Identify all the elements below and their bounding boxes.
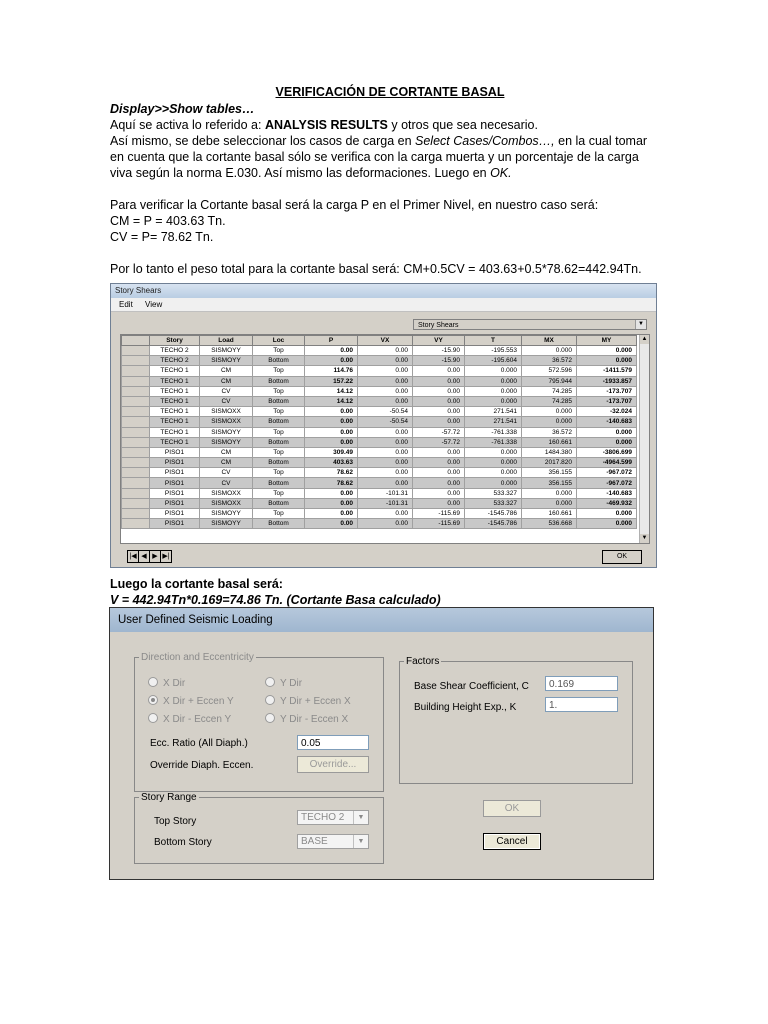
row-selector[interactable] <box>122 376 150 386</box>
radio-icon <box>265 677 275 687</box>
document-text <box>110 84 670 277</box>
column-header[interactable]: MY <box>577 336 637 346</box>
table-cell: 0.000 <box>522 498 577 508</box>
table-cell: -195.553 <box>465 346 522 356</box>
table-cell: Bottom <box>253 519 305 529</box>
row-selector[interactable] <box>122 407 150 417</box>
radio-y-dir[interactable] <box>265 677 302 689</box>
row-selector[interactable] <box>122 498 150 508</box>
table-cell: Bottom <box>253 356 305 366</box>
table-cell: -967.072 <box>577 468 637 478</box>
table-row[interactable] <box>122 458 637 468</box>
table-cell: TECHO 1 <box>150 386 200 396</box>
table-row[interactable] <box>122 437 637 447</box>
doc-text-italic: Select Cases/Combos…, <box>415 134 555 148</box>
table-cell: -1933.857 <box>577 376 637 386</box>
bottom-story-label: Bottom Story <box>154 837 212 848</box>
table-cell: -50.54 <box>358 417 413 427</box>
doc-line: Display>>Show tables… <box>110 102 255 116</box>
table-cell: CV <box>200 478 253 488</box>
radio-icon <box>265 695 275 705</box>
table-row[interactable] <box>122 447 637 457</box>
radio-x-dir-minus-eccen[interactable] <box>148 713 231 725</box>
ecc-ratio-input[interactable]: 0.05 <box>297 735 369 750</box>
table-cell: 0.00 <box>413 366 465 376</box>
doc-text: y otros que sea necesario. <box>387 118 538 132</box>
chevron-down-icon: ▼ <box>635 320 646 329</box>
table-cell: TECHO 1 <box>150 366 200 376</box>
table-cell: 0.00 <box>358 376 413 386</box>
table-cell: 0.00 <box>305 519 358 529</box>
table-cell: 114.76 <box>305 366 358 376</box>
table-cell: 0.00 <box>358 346 413 356</box>
table-cell: 0.000 <box>577 519 637 529</box>
row-selector[interactable] <box>122 478 150 488</box>
table-cell: 0.00 <box>358 468 413 478</box>
table-cell: 0.000 <box>577 346 637 356</box>
table-cell: -15.90 <box>413 356 465 366</box>
doc-line: CM = P = 403.63 Tn. <box>110 214 226 228</box>
dialog-cancel-button[interactable]: Cancel <box>483 833 541 850</box>
table-cell: Top <box>253 386 305 396</box>
scroll-up-icon[interactable]: ▲ <box>641 336 648 342</box>
table-cell: 160.661 <box>522 509 577 519</box>
row-selector[interactable] <box>122 519 150 529</box>
table-cell: TECHO 1 <box>150 427 200 437</box>
table-cell: TECHO 1 <box>150 396 200 406</box>
table-cell: 0.00 <box>358 356 413 366</box>
page-title: VERIFICACIÓN DE CORTANTE BASAL <box>275 85 505 99</box>
table-cell: SISMOYY <box>200 356 253 366</box>
table-cell: -15.90 <box>413 346 465 356</box>
table-cell: 74.285 <box>522 396 577 406</box>
table-cell: -57.72 <box>413 427 465 437</box>
story-shears-table <box>121 335 637 529</box>
table-cell: SISMOXX <box>200 488 253 498</box>
prev-record-icon[interactable]: ◀ <box>139 551 150 562</box>
table-cell: 0.00 <box>413 498 465 508</box>
row-selector[interactable] <box>122 447 150 457</box>
doc-line: Por lo tanto el peso total para la cortante basal será: CM+0.5CV = 403.63+0.5*78.62=442.94Tn. <box>110 262 642 276</box>
select-value: BASE <box>301 836 328 847</box>
table-cell: 795.944 <box>522 376 577 386</box>
base-shear-input[interactable]: 0.169 <box>545 676 618 691</box>
row-selector[interactable] <box>122 366 150 376</box>
table-cell: 0.00 <box>413 488 465 498</box>
scroll-down-icon[interactable]: ▼ <box>641 535 648 541</box>
table-cell: 36.572 <box>522 356 577 366</box>
column-header[interactable]: VY <box>413 336 465 346</box>
table-cell: SISMOYY <box>200 427 253 437</box>
table-cell: 0.00 <box>413 407 465 417</box>
table-cell: Bottom <box>253 498 305 508</box>
column-header[interactable]: Load <box>200 336 253 346</box>
table-cell: -140.683 <box>577 488 637 498</box>
doc-line <box>110 133 670 149</box>
table-row[interactable] <box>122 478 637 488</box>
radio-label: X Dir + Eccen Y <box>163 696 234 707</box>
table-cell: -4964.599 <box>577 458 637 468</box>
radio-label: Y Dir - Eccen X <box>280 714 349 725</box>
doc-line: Para verificar la Cortante basal será la carga P en el Primer Nivel, en nuestro caso será: <box>110 198 599 212</box>
results-table <box>120 334 650 544</box>
table-row[interactable] <box>122 386 637 396</box>
table-cell: PISO1 <box>150 458 200 468</box>
table-cell: -115.69 <box>413 509 465 519</box>
row-selector[interactable] <box>122 417 150 427</box>
table-cell: 0.000 <box>465 447 522 457</box>
table-cell: CM <box>200 458 253 468</box>
height-exp-label: Building Height Exp., K <box>414 702 517 713</box>
table-cell: 0.00 <box>358 386 413 396</box>
base-shear-label: Base Shear Coefficient, C <box>414 681 529 692</box>
table-cell: -967.072 <box>577 478 637 488</box>
doc-line: en cuenta que la cortante basal sólo se verifica con la carga muerta y un porcentaje de la carga <box>110 150 639 164</box>
record-navigator <box>127 550 172 563</box>
table-cell: CV <box>200 468 253 478</box>
table-cell: 0.00 <box>305 488 358 498</box>
table-cell: Top <box>253 427 305 437</box>
table-cell: Bottom <box>253 437 305 447</box>
story-shears-window <box>110 283 657 568</box>
table-cell: Top <box>253 366 305 376</box>
table-cell: SISMOXX <box>200 417 253 427</box>
table-cell: -140.683 <box>577 417 637 427</box>
radio-icon <box>148 677 158 687</box>
table-cell: SISMOYY <box>200 437 253 447</box>
table-cell: SISMOXX <box>200 407 253 417</box>
table-cell: CM <box>200 447 253 457</box>
table-cell: 356.155 <box>522 468 577 478</box>
dialog-title: User Defined Seismic Loading <box>110 608 653 632</box>
table-cell: 0.00 <box>305 427 358 437</box>
table-cell: 0.000 <box>577 427 637 437</box>
table-row[interactable] <box>122 356 637 366</box>
table-cell: 36.572 <box>522 427 577 437</box>
table-cell: 0.00 <box>413 376 465 386</box>
table-cell: SISMOXX <box>200 498 253 508</box>
table-cell: Bottom <box>253 417 305 427</box>
doc-text-italic: OK. <box>490 166 512 180</box>
table-cell: Top <box>253 488 305 498</box>
table-cell: PISO1 <box>150 478 200 488</box>
table-row[interactable] <box>122 346 637 356</box>
story-range-group <box>134 792 384 864</box>
row-selector-header <box>122 336 150 346</box>
table-cell: 0.00 <box>358 427 413 437</box>
table-cell: -173.707 <box>577 396 637 406</box>
table-row[interactable] <box>122 427 637 437</box>
doc-text: Aquí se activa lo referido a: <box>110 118 265 132</box>
row-selector[interactable] <box>122 488 150 498</box>
doc-text: en la cual tomar <box>554 134 648 148</box>
table-cell: TECHO 1 <box>150 417 200 427</box>
table-row[interactable] <box>122 498 637 508</box>
table-cell: 309.49 <box>305 447 358 457</box>
window-title: Story Shears <box>111 284 656 298</box>
table-cell: 0.00 <box>305 407 358 417</box>
table-cell: 533.327 <box>465 488 522 498</box>
table-row[interactable] <box>122 509 637 519</box>
table-cell: CM <box>200 366 253 376</box>
radio-icon <box>148 713 158 723</box>
table-cell: Bottom <box>253 458 305 468</box>
table-cell: SISMOYY <box>200 509 253 519</box>
table-cell: 0.00 <box>358 519 413 529</box>
doc-line <box>110 117 670 133</box>
table-cell: 536.668 <box>522 519 577 529</box>
table-cell: 0.00 <box>413 478 465 488</box>
doc-line: Luego la cortante basal será: <box>110 577 283 591</box>
table-cell: Bottom <box>253 478 305 488</box>
table-cell: 1484.380 <box>522 447 577 457</box>
dialog-body <box>110 632 653 879</box>
table-cell: 0.000 <box>465 396 522 406</box>
column-header[interactable]: Loc <box>253 336 305 346</box>
table-cell: 2017.820 <box>522 458 577 468</box>
table-cell: 0.00 <box>413 458 465 468</box>
table-cell: 403.63 <box>305 458 358 468</box>
table-cell: -1545.786 <box>465 509 522 519</box>
chevron-down-icon: ▼ <box>353 835 368 848</box>
table-cell: 572.596 <box>522 366 577 376</box>
row-selector[interactable] <box>122 509 150 519</box>
table-cell: SISMOYY <box>200 346 253 356</box>
table-cell: 74.285 <box>522 386 577 396</box>
table-cell: 0.000 <box>465 366 522 376</box>
row-selector[interactable] <box>122 386 150 396</box>
radio-x-dir[interactable] <box>148 677 185 689</box>
table-cell: 0.00 <box>305 417 358 427</box>
table-cell: PISO1 <box>150 498 200 508</box>
table-cell: 0.00 <box>413 417 465 427</box>
table-cell: 0.00 <box>358 396 413 406</box>
table-cell: CM <box>200 376 253 386</box>
chevron-down-icon: ▼ <box>353 811 368 824</box>
radio-label: X Dir - Eccen Y <box>163 714 232 725</box>
table-cell: -761.338 <box>465 437 522 447</box>
table-row[interactable] <box>122 519 637 529</box>
last-record-icon[interactable]: ▶| <box>162 553 170 560</box>
select-value: TECHO 2 <box>301 812 345 823</box>
vertical-scrollbar[interactable] <box>639 335 649 543</box>
table-cell: -1411.579 <box>577 366 637 376</box>
table-cell: -469.932 <box>577 498 637 508</box>
table-cell: 0.00 <box>358 447 413 457</box>
table-cell: 0.000 <box>465 386 522 396</box>
table-cell: -50.54 <box>358 407 413 417</box>
table-cell: 0.000 <box>522 346 577 356</box>
table-cell: 0.000 <box>577 356 637 366</box>
table-cell: -195.604 <box>465 356 522 366</box>
table-cell: Top <box>253 468 305 478</box>
ok-button[interactable]: OK <box>602 550 642 564</box>
table-cell: 160.661 <box>522 437 577 447</box>
table-cell: 0.00 <box>413 396 465 406</box>
table-cell: 0.00 <box>305 356 358 366</box>
table-row[interactable] <box>122 488 637 498</box>
table-cell: PISO1 <box>150 468 200 478</box>
group-label: Factors <box>406 656 440 667</box>
table-cell: Top <box>253 447 305 457</box>
table-row[interactable] <box>122 468 637 478</box>
menu-view[interactable]: View <box>145 300 163 309</box>
row-selector[interactable] <box>122 437 150 447</box>
menu-edit[interactable]: Edit <box>119 300 133 309</box>
table-cell: TECHO 1 <box>150 376 200 386</box>
table-cell: 0.00 <box>358 509 413 519</box>
table-cell: 0.000 <box>465 376 522 386</box>
height-exp-input[interactable]: 1. <box>545 697 618 712</box>
menu-bar <box>111 298 656 312</box>
table-cell: -32.024 <box>577 407 637 417</box>
table-cell: 157.22 <box>305 376 358 386</box>
table-cell: CV <box>200 396 253 406</box>
row-selector[interactable] <box>122 468 150 478</box>
column-header[interactable]: MX <box>522 336 577 346</box>
seismic-loading-dialog <box>109 607 654 880</box>
table-cell: Top <box>253 346 305 356</box>
table-select-dropdown[interactable] <box>413 319 647 330</box>
next-record-icon[interactable]: ▶ <box>150 551 161 562</box>
table-cell: PISO1 <box>150 447 200 457</box>
column-header[interactable]: P <box>305 336 358 346</box>
table-cell: 0.00 <box>358 458 413 468</box>
table-cell: 271.541 <box>465 407 522 417</box>
ecc-ratio-label: Ecc. Ratio (All Diaph.) <box>150 738 248 749</box>
table-cell: 533.327 <box>465 498 522 508</box>
table-cell: 14.12 <box>305 396 358 406</box>
radio-label: Y Dir + Eccen X <box>280 696 351 707</box>
table-cell: 0.000 <box>522 407 577 417</box>
row-selector[interactable] <box>122 396 150 406</box>
table-cell: 0.000 <box>577 437 637 447</box>
row-selector[interactable] <box>122 356 150 366</box>
table-cell: 14.12 <box>305 386 358 396</box>
table-row[interactable] <box>122 417 637 427</box>
table-cell: 0.00 <box>413 468 465 478</box>
top-story-label: Top Story <box>154 816 197 827</box>
table-cell: TECHO 2 <box>150 356 200 366</box>
radio-label: X Dir <box>163 678 186 689</box>
table-cell: -1545.786 <box>465 519 522 529</box>
table-row[interactable] <box>122 396 637 406</box>
table-cell: 0.00 <box>305 346 358 356</box>
table-cell: 0.000 <box>522 488 577 498</box>
dialog-ok-button[interactable]: OK <box>483 800 541 817</box>
group-label: Story Range <box>141 792 197 803</box>
dropdown-value: Story Shears <box>418 322 459 329</box>
radio-label: Y Dir <box>280 678 303 689</box>
doc-line: V = 442.94Tn*0.169=74.86 Tn. (Cortante Basa calculado) <box>110 593 441 607</box>
table-row[interactable] <box>122 407 637 417</box>
override-label: Override Diaph. Eccen. <box>150 760 254 771</box>
bottom-story-select[interactable] <box>297 834 369 849</box>
radio-selected-icon <box>148 695 158 705</box>
doc-text-bold: ANALYSIS RESULTS <box>264 118 388 132</box>
radio-icon <box>265 713 275 723</box>
radio-x-dir-plus-eccen[interactable] <box>148 695 234 707</box>
table-cell: PISO1 <box>150 488 200 498</box>
doc-line <box>110 165 670 181</box>
row-selector[interactable] <box>122 458 150 468</box>
table-cell: PISO1 <box>150 509 200 519</box>
table-row[interactable] <box>122 366 637 376</box>
column-header[interactable]: VX <box>358 336 413 346</box>
table-cell: CV <box>200 386 253 396</box>
row-selector[interactable] <box>122 427 150 437</box>
table-cell: 0.00 <box>413 386 465 396</box>
doc-text: Así mismo, se debe seleccionar los casos de carga en <box>110 134 416 148</box>
column-header[interactable]: T <box>465 336 522 346</box>
radio-y-dir-minus-eccen[interactable] <box>265 713 348 725</box>
table-cell: 0.00 <box>413 447 465 457</box>
column-header[interactable]: Story <box>150 336 200 346</box>
table-cell: 0.00 <box>358 366 413 376</box>
doc-text: viva según la norma E.030. Así mismo las deformaciones. Luego en <box>110 166 491 180</box>
top-story-select[interactable] <box>297 810 369 825</box>
table-cell: PISO1 <box>150 519 200 529</box>
override-button[interactable]: Override... <box>297 756 369 773</box>
table-cell: -761.338 <box>465 427 522 437</box>
table-cell: 78.62 <box>305 478 358 488</box>
table-cell: Top <box>253 509 305 519</box>
row-selector[interactable] <box>122 346 150 356</box>
table-cell: 0.00 <box>358 478 413 488</box>
table-cell: TECHO 1 <box>150 407 200 417</box>
doc-line: CV = P= 78.62 Tn. <box>110 230 214 244</box>
table-cell: 0.00 <box>305 498 358 508</box>
radio-y-dir-plus-eccen[interactable] <box>265 695 351 707</box>
table-cell: 0.000 <box>465 458 522 468</box>
table-cell: -101.31 <box>358 498 413 508</box>
group-label: Direction and Eccentricity <box>141 652 254 663</box>
table-cell: -115.69 <box>413 519 465 529</box>
table-cell: Bottom <box>253 376 305 386</box>
table-cell: SISMOYY <box>200 519 253 529</box>
table-cell: 0.00 <box>358 437 413 447</box>
document-text-lower <box>110 576 670 608</box>
table-cell: 0.000 <box>577 509 637 519</box>
table-cell: -101.31 <box>358 488 413 498</box>
table-cell: 0.000 <box>465 468 522 478</box>
table-cell: -3806.699 <box>577 447 637 457</box>
table-cell: 356.155 <box>522 478 577 488</box>
table-cell: Top <box>253 407 305 417</box>
table-cell: -173.707 <box>577 386 637 396</box>
table-cell: TECHO 1 <box>150 437 200 447</box>
table-cell: Bottom <box>253 396 305 406</box>
table-cell: 0.000 <box>465 478 522 488</box>
table-cell: -57.72 <box>413 437 465 447</box>
table-cell: TECHO 2 <box>150 346 200 356</box>
first-record-icon[interactable]: |◀ <box>128 551 139 562</box>
table-cell: 78.62 <box>305 468 358 478</box>
table-cell: 271.541 <box>465 417 522 427</box>
table-cell: 0.00 <box>305 509 358 519</box>
table-cell: 0.000 <box>522 417 577 427</box>
table-row[interactable] <box>122 376 637 386</box>
table-cell: 0.00 <box>305 437 358 447</box>
